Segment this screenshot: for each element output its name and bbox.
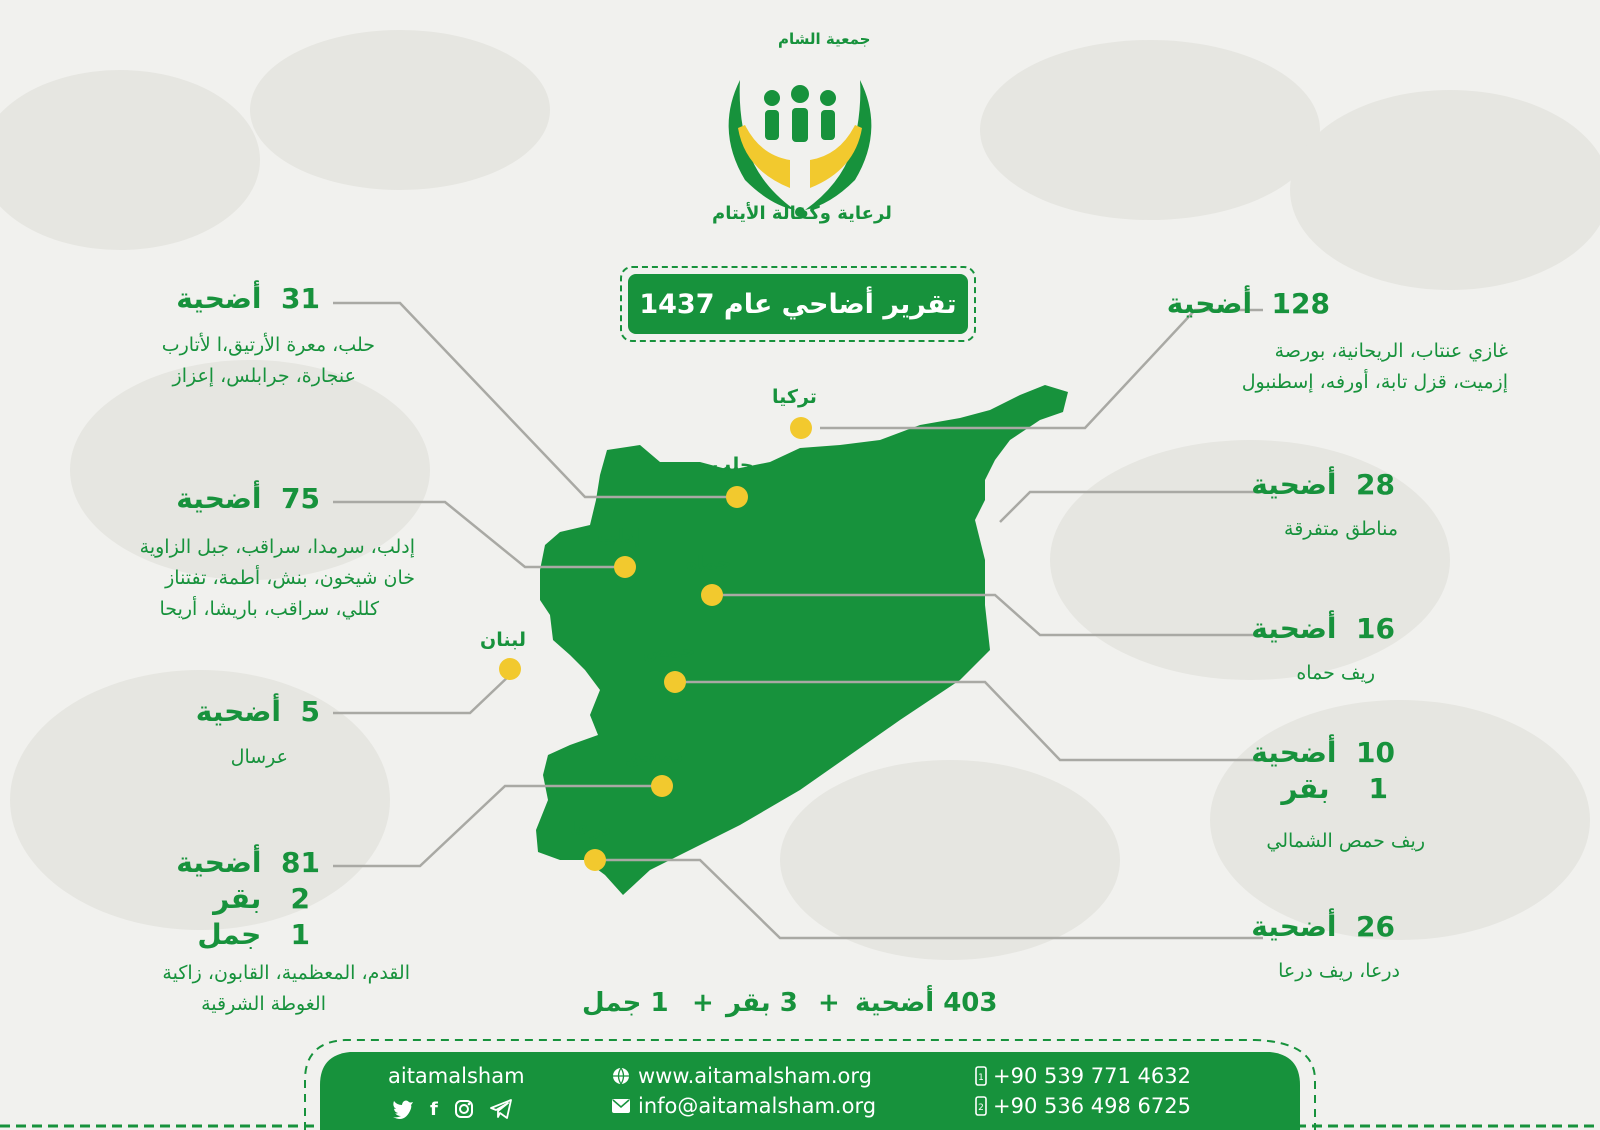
city-label-homs: حمص [643, 640, 696, 662]
logo-top-text: جمعية الشام [778, 30, 871, 48]
logo-bottom-text: لرعاية وكفالة الأيتام [712, 203, 892, 224]
total-plus-1: + [692, 988, 714, 1018]
telegram-icon[interactable] [490, 1099, 512, 1124]
phone-icon [975, 1066, 987, 1086]
stat-aleppo-line2: عنجارة، جرابلس، إعزاز [172, 365, 356, 387]
stat-turkey-line2: إزميت، قزل تابة، أورفه، إسطنبول [1241, 371, 1508, 393]
mail-icon [612, 1099, 630, 1113]
stat-homs-line1: ريف حمص الشمالي [1266, 830, 1425, 852]
count: 75 [281, 482, 320, 515]
stat-aleppo-line1: حلب، معرة الأرتيق،ا لأتارب [161, 334, 375, 356]
stat-turkey [1167, 287, 1330, 320]
count: 26 [1356, 910, 1395, 943]
unit: أضحية [1251, 612, 1337, 645]
cows-unit: بقر [1281, 772, 1330, 805]
count: 16 [1356, 612, 1395, 645]
total-cows: 3 بقر [726, 988, 798, 1018]
city-label-aleppo: حلب [712, 454, 754, 476]
stat-idlib [176, 482, 320, 515]
city-label-daraa: درعا [570, 818, 611, 840]
stat-turkey-line1: غازي عنتاب، الريحانية، بورصة [1274, 340, 1508, 362]
phone2-text: +90 536 498 6725 [993, 1094, 1191, 1118]
social-icons [392, 1099, 512, 1124]
instagram-icon[interactable] [454, 1099, 474, 1124]
unit: أضحية [176, 282, 262, 315]
camels-count: 1 [290, 918, 310, 951]
cows-count: 2 [290, 882, 310, 915]
page-title: تقرير أضاحي عام 1437 [628, 274, 968, 334]
stat-aleppo [176, 282, 320, 315]
stat-idlib-line1: إدلب، سرمدا، سراقب، جبل الزاوية [139, 536, 415, 558]
stat-damascus-cows [213, 882, 310, 915]
count: 31 [281, 282, 320, 315]
stat-hama [1251, 612, 1395, 645]
count: 81 [281, 846, 320, 879]
logo [700, 20, 900, 235]
footer-phone-2[interactable] [975, 1094, 1191, 1118]
facebook-icon[interactable]: f [430, 1099, 438, 1120]
stat-damascus-line2: الغوطة الشرقية [201, 993, 326, 1015]
unit: أضحية [1166, 287, 1253, 320]
stat-hama-line1: ريف حماه [1296, 662, 1375, 684]
count: 128 [1271, 287, 1330, 320]
unit: أضحية [1251, 736, 1337, 769]
stat-damascus [176, 846, 320, 879]
email-text: info@aitamalsham.org [638, 1094, 877, 1118]
phone-icon [975, 1096, 987, 1116]
twitter-icon[interactable] [392, 1099, 414, 1124]
stat-damascus-line1: القدم، المعظمية، القابون، زاكية [162, 962, 410, 984]
total-plus-2: + [818, 988, 840, 1018]
stat-idlib-line3: كللي، سراقب، باريشا، أريحا [159, 598, 379, 620]
total-camels: 1 جمل [582, 988, 669, 1018]
unit: أضحية [176, 482, 262, 515]
stat-lebanon [196, 695, 320, 728]
city-label-turkey: تركيا [772, 386, 817, 408]
globe-icon [612, 1067, 630, 1085]
city-label-hama: حماه [686, 552, 731, 574]
phone1-text: +90 539 771 4632 [993, 1064, 1191, 1088]
unit: أضحية [176, 846, 262, 879]
stat-misc-line1: مناطق متفرقة [1284, 518, 1398, 540]
stat-daraa-line1: درعا، ريف درعا [1278, 960, 1400, 982]
svg-text:1: 1 [978, 1073, 984, 1083]
camels-unit: جمل [197, 918, 262, 951]
stat-idlib-line2: خان شيخون، بنش، أطمة، تفتناز [165, 567, 415, 589]
count: 28 [1356, 468, 1395, 501]
stat-damascus-camels [197, 918, 310, 951]
count: 10 [1356, 736, 1395, 769]
stat-misc [1251, 468, 1395, 501]
total-sacrifices: 403 أضحية [855, 988, 998, 1018]
cows-count: 1 [1368, 772, 1388, 805]
website-text: www.aitamalsham.org [638, 1064, 872, 1088]
stat-homs-cows [1281, 772, 1388, 805]
unit: أضحية [1251, 910, 1337, 943]
count: 5 [300, 695, 320, 728]
city-label-idlib: إدلب [597, 525, 641, 547]
unit: أضحية [195, 695, 282, 728]
cows-unit: بقر [213, 882, 262, 915]
footer-phone-1[interactable] [975, 1064, 1191, 1088]
title-box [620, 266, 976, 342]
city-label-damascus: دمشق [625, 745, 683, 767]
footer-handle[interactable]: aitamalsham [388, 1064, 525, 1088]
footer-email[interactable] [612, 1094, 876, 1118]
svg-text:2: 2 [978, 1103, 984, 1113]
stat-lebanon-line1: عرسال [230, 746, 288, 768]
unit: أضحية [1251, 468, 1337, 501]
footer-website[interactable] [612, 1064, 872, 1088]
city-label-lebanon: لبنان [480, 629, 526, 651]
stat-homs [1251, 736, 1395, 769]
stat-daraa [1251, 910, 1395, 943]
